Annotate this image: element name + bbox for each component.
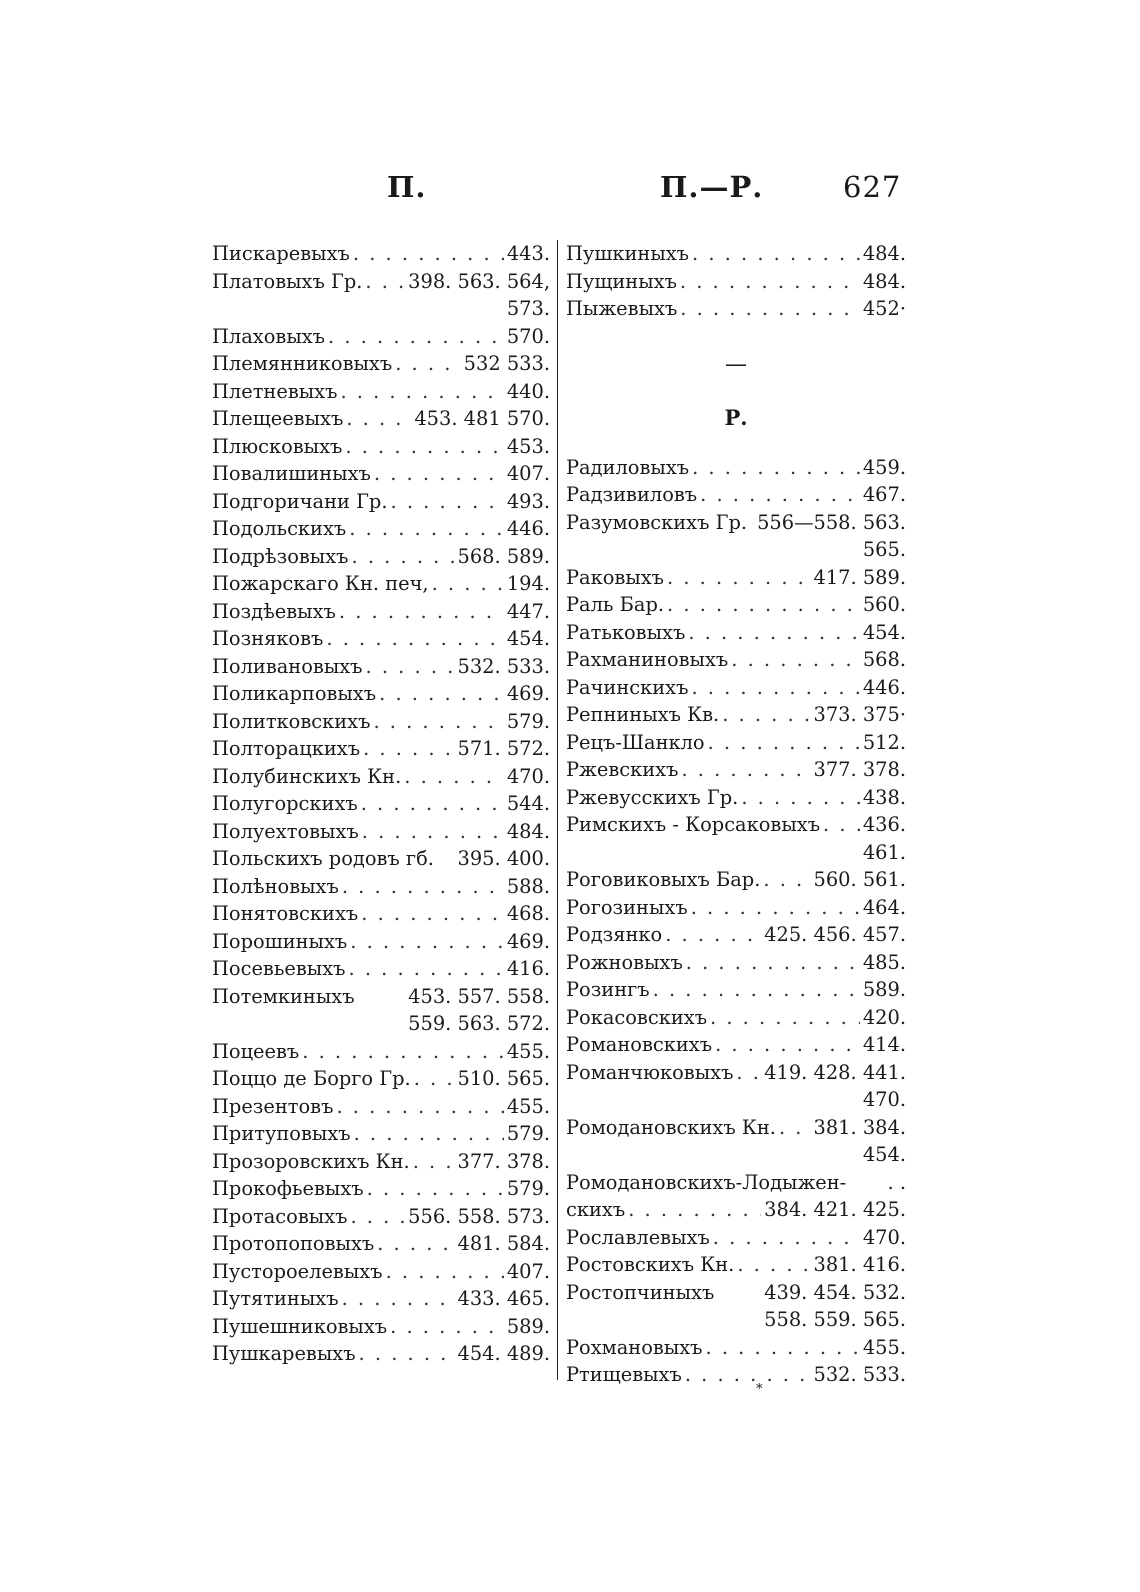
index-entry — [212, 323, 550, 351]
page-number: 627 — [843, 170, 902, 204]
index-entry — [212, 1148, 550, 1176]
index-entry — [212, 1038, 550, 1066]
entry-name: Презентовъ — [212, 1094, 334, 1118]
dot-leader — [665, 921, 761, 949]
entry-pages: 416. — [506, 957, 550, 980]
dot-leader — [361, 900, 504, 928]
entry-name: Протопоповыхъ — [212, 1232, 375, 1255]
entry-name: Польскихъ родовъ гб. — [212, 847, 434, 870]
dot-leader — [779, 1114, 811, 1142]
dot-leader — [379, 680, 504, 708]
entry-pages: 446. — [862, 675, 906, 699]
entry-pages: 439. 454. 532. — [764, 1280, 906, 1304]
dot-leader — [823, 811, 860, 839]
dot-leader — [345, 433, 503, 461]
entry-name: Роговиковыхъ Бар. — [566, 868, 761, 891]
index-entry — [212, 790, 550, 818]
entry-name: Поливановыхъ — [212, 654, 363, 678]
dot-leader — [413, 1148, 455, 1176]
dot-leader — [706, 1334, 860, 1362]
entry-name: Потемкиныхъ — [212, 984, 355, 1008]
index-entry — [212, 570, 550, 598]
entry-name: Плещеевыхъ — [212, 407, 344, 430]
right-column-p-entries — [566, 240, 906, 323]
dot-leader — [763, 866, 810, 894]
entry-name: Романовскихъ — [566, 1033, 713, 1056]
entry-pages: 395. 400. — [457, 847, 550, 870]
dot-leader — [667, 564, 810, 592]
entry-name: Пушкиныхъ — [566, 242, 690, 265]
index-entry — [212, 845, 550, 873]
dot-leader — [346, 405, 411, 433]
entry-pages: 381. 384. — [813, 1115, 906, 1139]
index-entry — [212, 350, 550, 378]
entry-name: Ростовскихъ Кн. — [566, 1253, 735, 1276]
index-entry — [212, 598, 550, 626]
entry-name: Подольскихъ — [212, 517, 347, 540]
dot-leader — [715, 1031, 860, 1059]
entry-name: Разумовскихъ Гр. — [566, 510, 748, 534]
entry-name: Поццо де Борго Гр. — [212, 1067, 411, 1090]
dot-leader — [367, 1175, 504, 1203]
entry-pages: 571. 572. — [457, 737, 550, 760]
entry-pages: 556. 558. 573. — [408, 1204, 550, 1228]
dot-leader — [328, 323, 504, 351]
entry-name: Ромодановскихъ Кн. — [566, 1115, 776, 1139]
dot-leader — [353, 240, 504, 268]
entry-name: Прозоровскихъ Кн. — [212, 1149, 410, 1173]
entry-pages: 469. — [506, 682, 550, 705]
entry-pages: 455. — [506, 1039, 550, 1063]
entry-name: Рачинскихъ — [566, 675, 689, 699]
entry-pages: 454. 489. — [457, 1342, 550, 1365]
index-entry — [566, 921, 906, 949]
entry-pages: 532. 533. — [457, 654, 550, 678]
index-entry — [212, 1093, 550, 1121]
dot-leader — [390, 1313, 504, 1341]
entry-pages: 194. — [506, 572, 550, 595]
dot-leader — [336, 1093, 503, 1121]
index-entry — [212, 405, 550, 433]
index-entry — [566, 976, 906, 1004]
entry-pages: 579. — [506, 709, 550, 733]
index-entry — [212, 1230, 550, 1258]
entry-pages: 453. 481 570. — [414, 407, 550, 430]
dot-leader — [688, 619, 860, 647]
entry-pages: 419. 428. 441. — [764, 1060, 906, 1084]
dot-leader — [349, 955, 504, 983]
index-entry — [212, 1120, 550, 1148]
entry-pages-continued: 558. 559. 565. — [764, 1308, 906, 1331]
entry-pages: 453. 557. 558. — [408, 984, 550, 1008]
index-entry — [212, 378, 550, 406]
dot-leader — [710, 1004, 860, 1032]
entry-pages: 440. — [506, 379, 550, 403]
entry-pages: 469. — [506, 929, 550, 953]
entry-name: Ратьковыхъ — [566, 620, 686, 644]
entry-pages: 532 533. — [463, 352, 550, 375]
dot-leader — [359, 1340, 455, 1368]
entry-pages: 425. 456. 457. — [764, 923, 906, 946]
entry-pages: 588. — [506, 874, 550, 898]
index-entry — [566, 1224, 906, 1252]
index-entry — [212, 515, 550, 543]
right-index-column — [566, 240, 906, 1389]
index-entry — [212, 268, 550, 296]
dot-leader — [686, 949, 860, 977]
entry-name: Поцеевъ — [212, 1039, 300, 1063]
dot-leader — [342, 1285, 455, 1313]
index-entry — [212, 735, 550, 763]
entry-name: Ромодановскихъ-Лодыжен- — [566, 1170, 847, 1194]
index-entry — [212, 983, 550, 1011]
dot-leader — [302, 1038, 504, 1066]
dot-leader — [365, 268, 405, 296]
entry-name: Ростопчиныхъ — [566, 1280, 715, 1304]
entry-name: Политковскихъ — [212, 709, 371, 733]
entry-name: Рецъ-Шанкло — [566, 730, 705, 754]
index-entry — [212, 1340, 550, 1368]
index-entry — [212, 240, 550, 268]
section-letter-r: Р. — [724, 405, 748, 430]
entry-pages-continued: 454. — [862, 1143, 906, 1166]
index-entry — [566, 756, 906, 784]
entry-name: Протасовыхъ — [212, 1204, 348, 1228]
dot-leader — [366, 653, 455, 681]
index-entry — [212, 1065, 550, 1093]
entry-pages: 568. 589. — [457, 544, 550, 568]
index-entry — [212, 818, 550, 846]
index-entry — [566, 894, 906, 922]
entry-pages: 446. — [506, 517, 550, 540]
entry-name: Полторацкихъ — [212, 737, 361, 760]
entry-name: Подгоричани Гр. — [212, 489, 388, 513]
dot-leader — [395, 350, 460, 378]
entry-pages: 484. — [862, 242, 906, 265]
index-entry — [212, 708, 550, 736]
running-header — [0, 170, 1140, 214]
dot-leader — [700, 481, 860, 509]
entry-name: Полугорскихъ — [212, 792, 358, 815]
dot-leader — [432, 570, 504, 598]
entry-pages-continued: 470. — [862, 1088, 906, 1111]
dot-leader — [691, 674, 859, 702]
right-column-r-entries — [566, 454, 906, 1389]
entry-name: Плаховыхъ — [212, 324, 326, 348]
index-entry — [212, 488, 550, 516]
index-entry — [212, 763, 550, 791]
entry-name: Племянниковыхъ — [212, 352, 393, 375]
index-entry — [212, 1313, 550, 1341]
entry-name: Поликарповыхъ — [212, 682, 377, 705]
entry-pages: 398. 563. 564, — [408, 269, 550, 293]
index-entry — [566, 1004, 906, 1032]
dot-leader — [349, 515, 504, 543]
entry-pages: 570. — [506, 324, 550, 348]
entry-name: Поздѣевыхъ — [212, 599, 336, 623]
entry-pages: 468. — [506, 902, 550, 925]
dot-leader — [691, 894, 860, 922]
header-letter-range: П.—Р. — [660, 170, 764, 204]
index-entry — [566, 1279, 906, 1307]
dot-leader — [391, 488, 504, 516]
entry-name: Пушешниковыхъ — [212, 1314, 388, 1338]
entry-pages: 447. — [506, 599, 550, 623]
index-entry — [566, 784, 906, 812]
entry-name: Пожарскаго Кн. печ, — [212, 572, 429, 595]
entry-pages: 407. — [506, 462, 550, 485]
entry-pages: 589. — [506, 1314, 550, 1338]
entry-name: Позняковъ — [212, 627, 324, 650]
entry-name: Рахманиновыхъ — [566, 648, 729, 671]
dot-leader — [374, 460, 504, 488]
entry-name: Притуповыхъ — [212, 1122, 351, 1145]
entry-name: Рожновыхъ — [566, 950, 683, 974]
entry-pages: 443. — [506, 242, 550, 265]
dot-leader — [362, 818, 504, 846]
index-entry — [566, 949, 906, 977]
entry-name: Подрѣзовыхъ — [212, 544, 349, 568]
entry-pages: 470. — [862, 1225, 906, 1249]
entry-pages: 453. — [506, 434, 550, 458]
entry-name: Пушкаревыхъ — [212, 1342, 356, 1365]
index-entry — [566, 1196, 906, 1224]
entry-name: Плюсковыхъ — [212, 434, 343, 458]
entry-pages: 467. — [862, 483, 906, 506]
entry-pages: 484. — [862, 269, 906, 293]
entry-pages-continued: 573. — [506, 297, 550, 320]
dot-leader — [342, 873, 504, 901]
index-entry — [566, 1361, 906, 1389]
dot-leader — [653, 976, 860, 1004]
entry-pages-continued: 461. — [862, 840, 906, 864]
entry-name: Ржевусскихъ Гр. — [566, 785, 739, 809]
dot-leader — [692, 454, 860, 482]
index-entry — [566, 646, 906, 674]
entry-name: Ртищевыхъ — [566, 1363, 682, 1386]
entry-pages: 470. — [506, 764, 550, 788]
dot-leader — [681, 756, 810, 784]
index-entry — [212, 460, 550, 488]
entry-name: Римскихъ - Корсаковыхъ — [566, 813, 821, 836]
entry-name: Полѣновыхъ — [212, 874, 339, 898]
dot-leader — [386, 1258, 504, 1286]
entry-name: Посевьевыхъ — [212, 957, 346, 980]
index-entry — [566, 591, 906, 619]
entry-pages: 560. 561. — [813, 868, 906, 891]
entry-pages: 568. — [862, 648, 906, 671]
dot-leader — [339, 598, 504, 626]
index-entry — [212, 1203, 550, 1231]
entry-name: Пискаревыхъ — [212, 242, 350, 265]
entry-pages: 417. 589. — [813, 565, 906, 589]
dot-leader — [377, 1230, 454, 1258]
entry-name: Романчюковыхъ — [566, 1060, 734, 1084]
entry-name: Пыжевыхъ — [566, 297, 678, 320]
entry-name: Ржевскихъ — [566, 758, 679, 781]
entry-name: Плетневыхъ — [212, 379, 338, 403]
index-entry — [566, 701, 906, 729]
index-entry — [212, 1285, 550, 1313]
entry-pages: 544. — [506, 792, 550, 815]
left-index-column — [212, 240, 550, 1368]
dot-leader — [667, 591, 860, 619]
entry-pages: 414. — [862, 1033, 906, 1056]
entry-name: Рогозиныхъ — [566, 895, 688, 919]
index-entry — [566, 481, 906, 509]
entry-pages: 510. 565. — [457, 1067, 550, 1090]
index-entry — [212, 1258, 550, 1286]
entry-pages: 484. — [506, 819, 550, 843]
entry-name: Понятовскихъ — [212, 902, 359, 925]
footnote-mark: * — [756, 1382, 763, 1397]
dot-leader — [731, 646, 860, 674]
index-entry — [212, 433, 550, 461]
section-separator: — — [725, 351, 747, 377]
dot-leader — [352, 543, 455, 571]
entry-pages: 454. — [862, 620, 906, 644]
entry-name: Платовыхъ Гр. — [212, 269, 363, 293]
index-entry — [566, 1059, 906, 1087]
dot-leader — [361, 790, 504, 818]
entry-pages: 464. — [862, 895, 906, 919]
entry-pages: 373. 375· — [813, 703, 906, 726]
entry-name: Раковыхъ — [566, 565, 665, 589]
index-entry — [212, 900, 550, 928]
entry-pages: 452· — [862, 297, 906, 320]
entry-pages: 436. — [862, 813, 906, 836]
entry-pages: 455. — [862, 1335, 906, 1359]
entry-name: Повалишиныхъ — [212, 462, 371, 485]
index-entry — [566, 268, 906, 296]
entry-name: Прокофьевыхъ — [212, 1177, 364, 1200]
entry-pages: . . — [887, 1170, 906, 1194]
index-entry — [212, 680, 550, 708]
entry-name: Розингъ — [566, 978, 650, 1001]
index-entry — [566, 619, 906, 647]
dot-leader — [326, 625, 503, 653]
entry-pages: 493. — [506, 489, 550, 513]
dot-leader — [708, 729, 860, 757]
entry-pages: 384. 421. 425. — [764, 1198, 906, 1221]
dot-leader — [737, 1251, 810, 1279]
entry-pages: 485. — [862, 950, 906, 974]
index-entry — [566, 564, 906, 592]
dot-leader — [692, 240, 860, 268]
entry-pages: 377. 378. — [457, 1149, 550, 1173]
dot-leader — [354, 1120, 504, 1148]
index-entry — [566, 509, 906, 537]
index-entry — [566, 454, 906, 482]
entry-pages: 481. 584. — [457, 1232, 550, 1255]
index-entry — [212, 873, 550, 901]
entry-pages: 560. — [862, 593, 906, 616]
entry-pages-continued: 565. — [862, 538, 906, 561]
entry-pages: 556—558. 563. — [757, 510, 906, 534]
dot-leader — [685, 1361, 811, 1389]
entry-pages: 433. 465. — [457, 1287, 550, 1310]
dot-leader — [340, 378, 503, 406]
entry-name: Рославлевыхъ — [566, 1225, 710, 1249]
entry-name: Пущиныхъ — [566, 269, 677, 293]
entry-name: Радиловыхъ — [566, 455, 690, 479]
entry-name: Рокасовскихъ — [566, 1005, 708, 1029]
entry-pages: 512. — [862, 730, 906, 754]
dot-leader — [741, 784, 860, 812]
dot-leader — [373, 708, 503, 736]
entry-name: Путятиныхъ — [212, 1287, 339, 1310]
entry-name: Рохмановыхъ — [566, 1335, 703, 1359]
index-entry — [566, 1251, 906, 1279]
entry-pages: 579. — [506, 1177, 550, 1200]
entry-name: Пустороелевыхъ — [212, 1259, 383, 1283]
entry-name: Родзянко — [566, 923, 663, 946]
index-entry — [212, 1175, 550, 1203]
index-entry — [566, 295, 906, 323]
index-entry — [212, 543, 550, 571]
dot-leader — [680, 268, 860, 296]
dot-leader — [350, 928, 504, 956]
entry-pages: 407. — [506, 1259, 550, 1283]
entry-pages: 579. — [506, 1122, 550, 1145]
index-entry — [566, 1114, 906, 1142]
index-entry — [566, 811, 906, 839]
dot-leader — [680, 295, 860, 323]
dot-leader — [628, 1196, 761, 1224]
header-left-letter: П. — [387, 170, 427, 204]
index-entry — [566, 674, 906, 702]
entry-pages: 377. 378. — [813, 758, 906, 781]
index-entry — [212, 928, 550, 956]
index-entry — [566, 729, 906, 757]
entry-name: Репниныхъ Кв. — [566, 703, 720, 726]
entry-pages: 438. — [862, 785, 906, 809]
index-entry — [566, 1031, 906, 1059]
dot-leader — [736, 1059, 761, 1087]
entry-name: Раль Бар. — [566, 593, 665, 616]
index-entry — [212, 653, 550, 681]
entry-pages: 459. — [862, 455, 906, 479]
entry-pages: 532. 533. — [813, 1363, 906, 1386]
index-entry — [566, 866, 906, 894]
dot-leader — [404, 763, 504, 791]
dot-leader — [722, 701, 810, 729]
index-entry — [566, 1169, 906, 1197]
column-divider — [557, 240, 558, 1380]
index-entry — [566, 240, 906, 268]
dot-leader — [414, 1065, 455, 1093]
entry-pages: 589. — [862, 978, 906, 1001]
entry-name: Полубинскихъ Кн. — [212, 764, 402, 788]
entry-name: Порошиныхъ — [212, 929, 348, 953]
entry-pages-continued: 559. 563. 572. — [408, 1012, 550, 1035]
dot-leader — [363, 735, 454, 763]
dot-leader — [350, 1203, 405, 1231]
entry-pages: 455. — [506, 1094, 550, 1118]
dot-leader — [713, 1224, 860, 1252]
index-entry — [212, 625, 550, 653]
index-entry — [212, 955, 550, 983]
entry-name: Радзивиловъ — [566, 483, 698, 506]
entry-pages: 420. — [862, 1005, 906, 1029]
entry-pages: 381. 416. — [813, 1253, 906, 1276]
entry-name: Полуехтовыхъ — [212, 819, 359, 843]
entry-name: скихъ — [566, 1198, 626, 1221]
entry-pages: 454. — [506, 627, 550, 650]
index-entry — [566, 1334, 906, 1362]
